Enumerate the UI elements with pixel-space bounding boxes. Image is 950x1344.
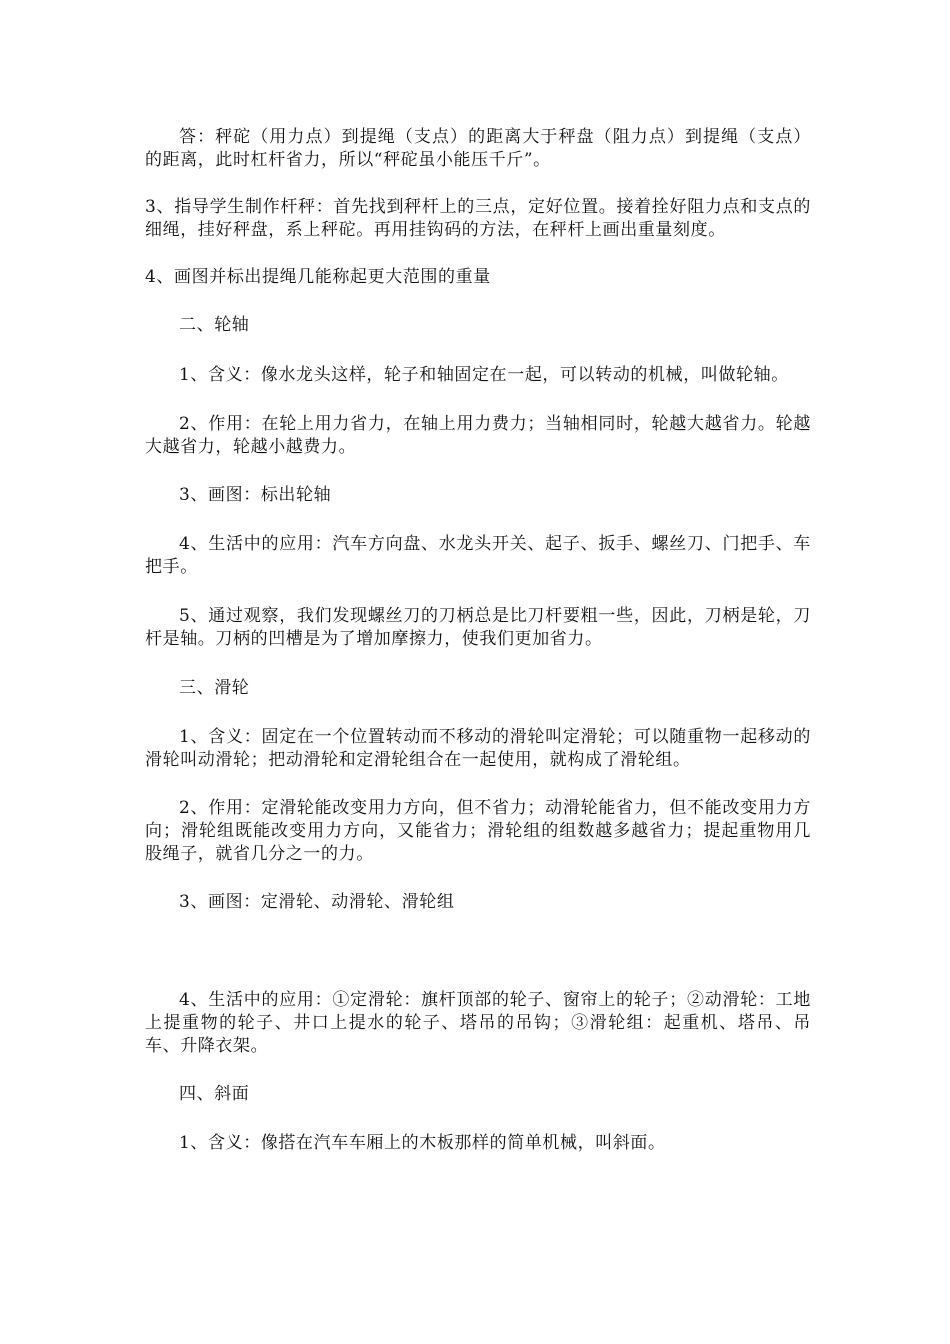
pulley-applications: 4、生活中的应用：①定滑轮：旗杆顶部的轮子、窗帘上的轮子；②动滑轮：工地上提重物的轮子、井口上提水的轮子、塔吊的吊钩；③滑轮组：起重机、塔吊、吊车、升降衣架。 [145, 990, 811, 1056]
section-heading-inclined-plane: 四、斜面 [179, 1084, 250, 1104]
wheel-axle-applications: 4、生活中的应用：汽车方向盘、水龙头开关、起子、扳手、螺丝刀、门把手、车把手。 [145, 534, 811, 577]
answer-paragraph: 答：秤砣（用力点）到提绳（支点）的距离大于秤盘（阻力点）到提绳（支点）的距离，此时杠杆省力，所以“秤砣虽小能压千斤”。 [145, 127, 811, 170]
inclined-plane-definition: 1、含义：像搭在汽车车厢上的木板那样的简单机械，叫斜面。 [179, 1133, 666, 1153]
steelyard-making-paragraph: 3、指导学生制作杆秤：首先找到秤杆上的三点，定好位置。接着拴好阻力点和支点的细绳，挂好秤盘，系上秤砣。再用挂钩码的方法，在秤杆上画出重量刻度。 [145, 197, 811, 240]
wheel-axle-drawing: 3、画图：标出轮轴 [179, 485, 332, 505]
wheel-axle-definition: 1、含义：像水龙头这样，轮子和轴固定在一起，可以转动的机械，叫做轮轴。 [179, 365, 789, 385]
pulley-drawing: 3、画图：定滑轮、动滑轮、滑轮组 [179, 892, 455, 912]
wheel-axle-function: 2、作用：在轮上用力省力，在轴上用力费力；当轴相同时，轮越大越省力。轮越大越省力，轮越小越费力。 [145, 414, 811, 457]
pulley-definition: 1、含义：固定在一个位置转动而不移动的滑轮叫定滑轮；可以随重物一起移动的滑轮叫动滑轮；把动滑轮和定滑轮组合在一起使用，就构成了滑轮组。 [145, 727, 811, 770]
section-heading-wheel-axle: 二、轮轴 [179, 315, 250, 335]
document-page [145, 126, 811, 1155]
screwdriver-observation: 5、通过观察，我们发现螺丝刀的刀柄总是比刀杆要粗一些，因此，刀柄是轮，刀杆是轴。刀柄的凹槽是为了增加摩擦力，使我们更加省力。 [145, 606, 811, 649]
section-heading-pulley: 三、滑轮 [179, 678, 250, 698]
drawing-task-paragraph: 4、画图并标出提绳几能称起更大范围的重量 [145, 267, 491, 287]
pulley-function: 2、作用：定滑轮能改变用力方向，但不省力；动滑轮能省力，但不能改变用力方向；滑轮组既能改变用力方向，又能省力；滑轮组的组数越多越省力；提起重物用几股绳子，就省几分之一的力。 [145, 798, 811, 864]
